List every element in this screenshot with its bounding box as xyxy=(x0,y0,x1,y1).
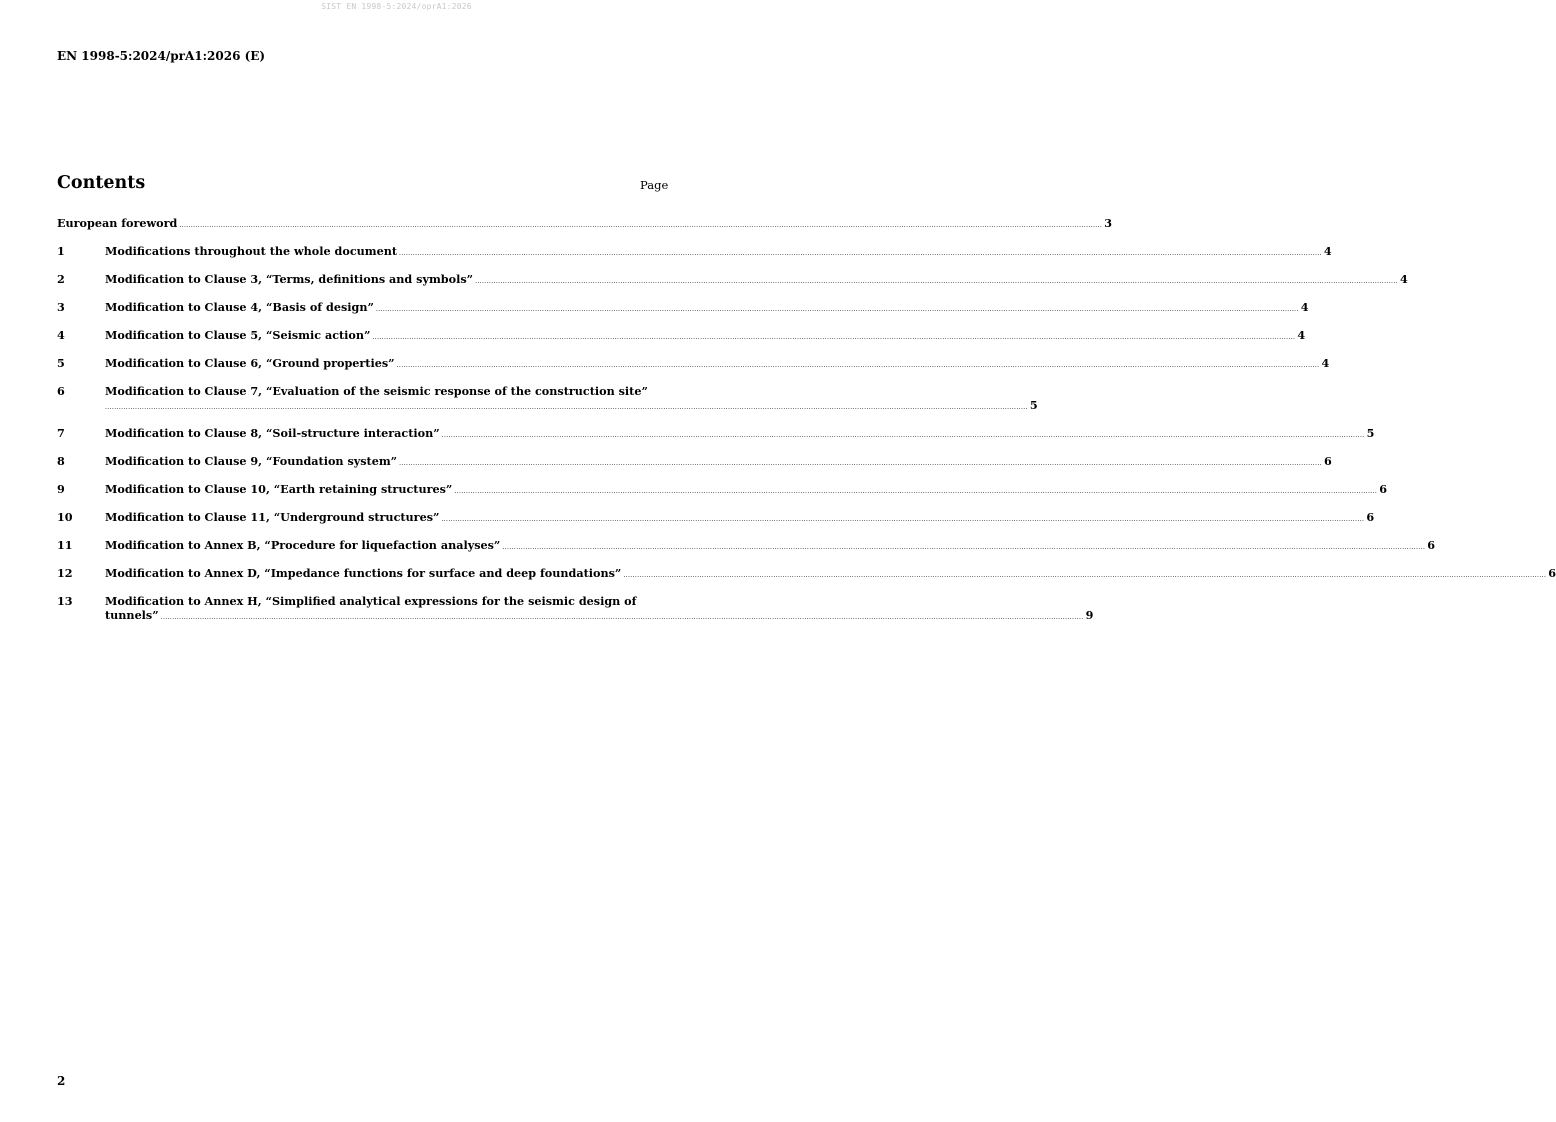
dot-leader: ................................................................................................................................................................................................................................................................................................................................................................................................................ xyxy=(502,544,1426,551)
dot-leader: ................................................................................................................................................................................................................................................................................................................................................................................................................ xyxy=(454,488,1378,495)
toc-entry-title-line1: Modification to Annex H, “Simplified analytical expressions for the seismic design of xyxy=(105,594,637,608)
toc-entry[interactable] xyxy=(57,426,1375,443)
dot-leader: ................................................................................................................................................................................................................................................................................................................................................................................................................ xyxy=(399,460,1322,467)
toc-entry[interactable] xyxy=(57,454,1332,471)
page-number: 2 xyxy=(57,1074,66,1088)
toc-entry-page: 4 xyxy=(1399,272,1408,286)
toc-entry[interactable] xyxy=(57,300,1309,317)
toc-entry-number: 4 xyxy=(57,328,65,342)
document-id: EN 1998-5:2024/prA1:2026 (E) xyxy=(57,49,266,63)
table-of-contents xyxy=(57,216,1556,636)
toc-entry-number: 11 xyxy=(57,538,73,552)
toc-entry[interactable] xyxy=(57,594,1094,625)
toc-entry-title: Modification to Clause 3, “Terms, definitions and symbols” xyxy=(105,272,474,286)
dot-leader: ................................................................................................................................................................................................................................................................................................................................................................................................................ xyxy=(179,222,1103,229)
toc-entry-page: 9 xyxy=(1085,608,1094,622)
toc-entry[interactable] xyxy=(57,482,1388,499)
toc-entry-title: Modification to Clause 6, “Ground properties” xyxy=(105,356,395,370)
toc-entry[interactable] xyxy=(57,538,1436,555)
toc-entry-page: 3 xyxy=(1104,216,1113,230)
toc-entry-title: Modification to Clause 11, “Underground structures” xyxy=(105,510,440,524)
dot-leader: ................................................................................................................................................................................................................................................................................................................................................................................................................ xyxy=(105,404,1028,411)
dot-leader: ................................................................................................................................................................................................................................................................................................................................................................................................................ xyxy=(441,516,1365,523)
toc-entry-page: 4 xyxy=(1297,328,1306,342)
toc-entry-title: Modification to Clause 4, “Basis of design” xyxy=(105,300,374,314)
toc-entry-number: 7 xyxy=(57,426,65,440)
toc-entry[interactable] xyxy=(57,244,1332,261)
toc-entry-title: European foreword xyxy=(57,216,178,230)
watermark: SIST EN 1998-5:2024/oprA1:2026 xyxy=(321,2,472,11)
toc-entry-page: 6 xyxy=(1379,482,1388,496)
toc-entry-number: 3 xyxy=(57,300,65,314)
toc-entry[interactable] xyxy=(57,356,1330,373)
toc-entry[interactable] xyxy=(57,510,1375,527)
toc-entry[interactable] xyxy=(57,328,1306,345)
dot-leader: ................................................................................................................................................................................................................................................................................................................................................................................................................ xyxy=(441,432,1365,439)
toc-entry-page: 6 xyxy=(1548,566,1556,580)
dot-leader: ................................................................................................................................................................................................................................................................................................................................................................................................................ xyxy=(375,306,1299,313)
contents-heading: Contents xyxy=(57,173,146,193)
toc-entry-title-line2: tunnels” xyxy=(105,608,159,622)
toc-entry-page: 6 xyxy=(1427,538,1436,552)
dot-leader: ................................................................................................................................................................................................................................................................................................................................................................................................................ xyxy=(399,250,1322,257)
dot-leader: ................................................................................................................................................................................................................................................................................................................................................................................................................ xyxy=(160,614,1084,621)
toc-entry-number: 8 xyxy=(57,454,65,468)
toc-entry-page: 5 xyxy=(1366,426,1375,440)
dot-leader: ................................................................................................................................................................................................................................................................................................................................................................................................................ xyxy=(623,572,1547,579)
toc-entry[interactable] xyxy=(57,384,1038,415)
toc-entry[interactable] xyxy=(57,566,1556,583)
toc-entry-number: 5 xyxy=(57,356,65,370)
toc-entry-title: Modification to Clause 9, “Foundation system” xyxy=(105,454,398,468)
page-column-label: Page xyxy=(640,178,669,192)
toc-entry-title: Modification to Clause 10, “Earth retaining structures” xyxy=(105,482,453,496)
toc-entry-number: 1 xyxy=(57,244,65,258)
toc-entry-title: Modifications throughout the whole document xyxy=(105,244,398,258)
toc-entry-title: Modification to Clause 7, “Evaluation of the seismic response of the construction site” xyxy=(105,384,648,398)
toc-entry-page: 5 xyxy=(1029,398,1038,412)
dot-leader: ................................................................................................................................................................................................................................................................................................................................................................................................................ xyxy=(475,278,1398,285)
toc-entry-page: 4 xyxy=(1321,356,1330,370)
toc-entry-title: Modification to Clause 5, “Seismic action” xyxy=(105,328,371,342)
toc-entry-page: 6 xyxy=(1366,510,1375,524)
dot-leader: ................................................................................................................................................................................................................................................................................................................................................................................................................ xyxy=(396,362,1320,369)
toc-entry-number: 13 xyxy=(57,594,73,608)
toc-entry[interactable] xyxy=(57,216,1113,233)
toc-entry-title: Modification to Clause 8, “Soil-structure interaction” xyxy=(105,426,440,440)
toc-entry-page: 6 xyxy=(1324,454,1332,468)
toc-entry-number: 10 xyxy=(57,510,73,524)
toc-entry-number: 9 xyxy=(57,482,65,496)
toc-entry-title: Modification to Annex B, “Procedure for liquefaction analyses” xyxy=(105,538,501,552)
toc-entry-title: Modification to Annex D, “Impedance functions for surface and deep foundations” xyxy=(105,566,622,580)
toc-entry-number: 2 xyxy=(57,272,65,286)
toc-entry[interactable] xyxy=(57,272,1408,289)
toc-entry-number: 12 xyxy=(57,566,73,580)
toc-entry-number: 6 xyxy=(57,384,65,398)
dot-leader: ................................................................................................................................................................................................................................................................................................................................................................................................................ xyxy=(372,334,1296,341)
toc-entry-page: 4 xyxy=(1323,244,1332,258)
toc-entry-page: 4 xyxy=(1300,300,1309,314)
